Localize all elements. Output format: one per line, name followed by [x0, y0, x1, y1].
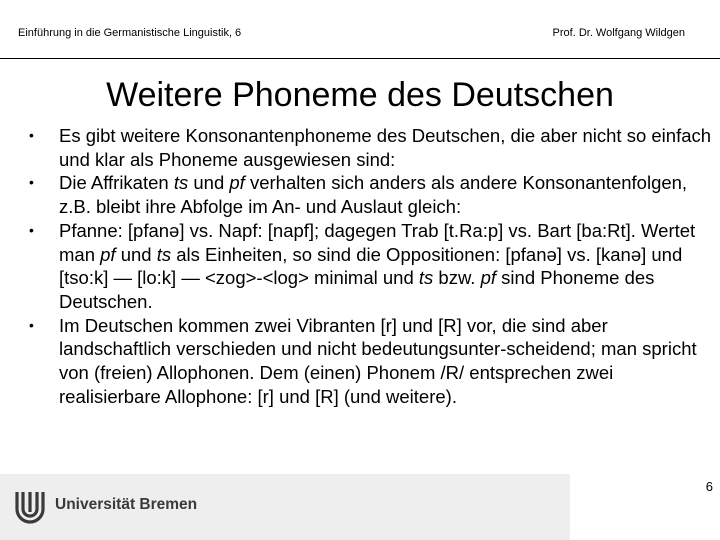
bullet-text-italic: pf	[100, 243, 116, 265]
slide-title: Weitere Phoneme des Deutschen	[106, 76, 614, 114]
bullet-text: sind Phoneme des Deutschen.	[59, 267, 655, 312]
header-course-title: Einführung in die Germanistische Linguistik, 6	[18, 27, 242, 39]
bullet-item	[24, 171, 714, 218]
bullet-text-italic: pf	[480, 267, 497, 289]
bullet-text: Im Deutschen kommen zwei Vibranten [r] und [R] vor, die sind aber landschaftlich verschieden und nicht bedeutungsunter-scheidend; man spricht von (freien) Allophonen. Dem (einen) Phonem /R/ entsprechen zwei realisierbare Allophone: [r] und [R] (und weitere).	[59, 314, 697, 407]
bullet-item	[24, 219, 714, 314]
bullet-marker: •	[29, 127, 34, 143]
university-name: Universität Bremen	[55, 496, 198, 513]
bullet-text: und	[188, 172, 230, 194]
university-logo-icon	[13, 488, 47, 524]
bullet-text: als Einheiten, so sind die Oppositionen: [pfanə] vs. [kanə] und [tso:k] — [lo:k] — <zog>-<log> minimal und	[59, 243, 683, 289]
header-divider	[0, 58, 720, 59]
bullet-text: Die Affrikaten	[59, 172, 174, 194]
bullet-marker: •	[29, 174, 34, 191]
bullet-marker: •	[29, 221, 34, 238]
bullet-text-italic: pf	[229, 172, 245, 194]
bullet-text: Pfanne: [pfanə] vs. Napf: [napf]; dagegen Trab [t.Ra:p] vs. Bart [ba:Rt]. Wertet man	[59, 219, 696, 265]
bullet-text-italic: ts	[418, 267, 434, 289]
bullet-marker: •	[29, 316, 34, 333]
bullet-text: und	[115, 243, 157, 265]
bullet-item	[24, 314, 714, 409]
header-author: Prof. Dr. Wolfgang Wildgen	[552, 27, 685, 39]
bullet-text: bzw.	[433, 267, 481, 289]
bullet-text-italic: ts	[173, 172, 189, 194]
bullet-list	[24, 124, 714, 408]
bullet-text-italic: ts	[156, 243, 172, 265]
bullet-text: verhalten sich anders als andere Konsonantenfolgen, z.B. bleibt ihre Abfolge im An- und Auslaut gleich:	[59, 172, 688, 218]
bullet-text: Es gibt weitere Konsonantenphoneme des Deutschen, die aber nicht so einfach und klar als Phoneme ausgewiesen sind:	[59, 125, 712, 170]
bullet-item	[24, 124, 714, 171]
page-number: 6	[705, 479, 713, 494]
